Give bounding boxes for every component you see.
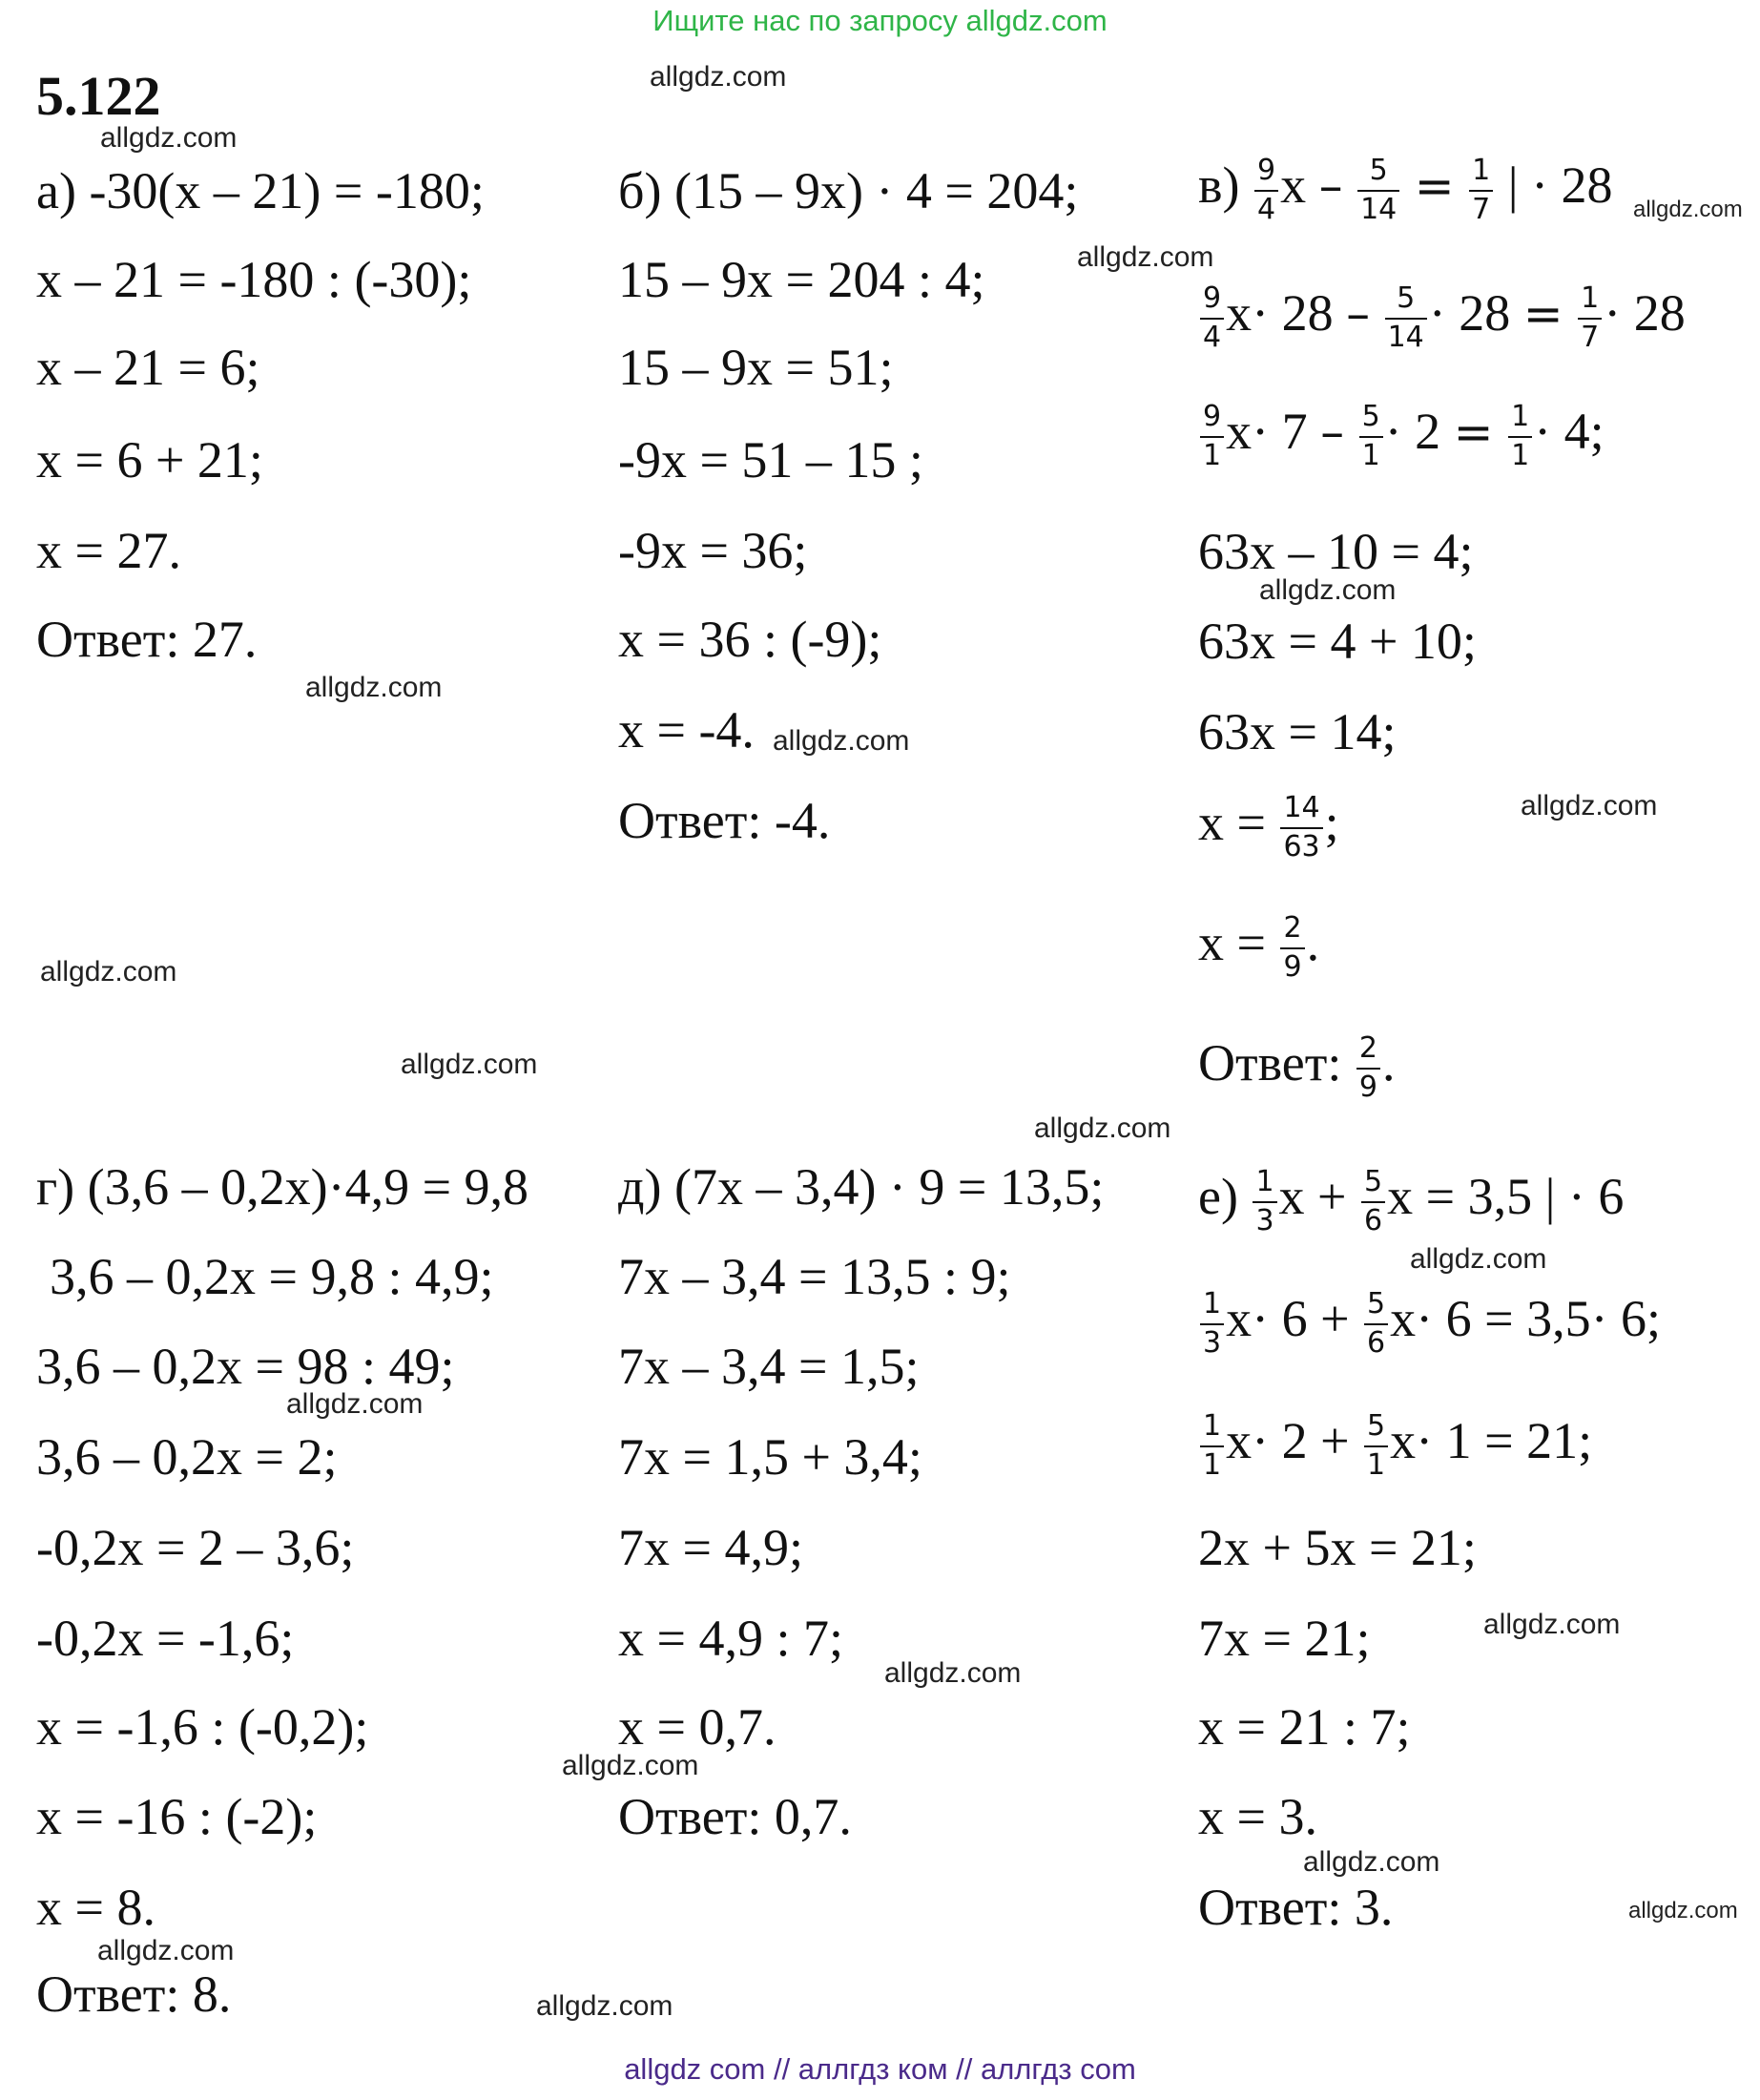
- solution-d-line-1: д) (7x – 3,4) · 9 = 13,5;: [618, 1158, 1105, 1216]
- watermark: allgdz.com: [286, 1388, 424, 1420]
- solution-g-line-1: г) (3,6 – 0,2x)·4,9 = 9,8: [36, 1158, 529, 1216]
- solution-b-line-6: x = 36 : (-9);: [618, 611, 882, 668]
- fraction: $\frac{9}{4}$: [1254, 155, 1278, 226]
- solution-v-line-1: в) $\frac{9}{4}$ x – $\frac{5}{14}$ = $\frac{1}{7}$ | · 28: [1198, 154, 1613, 226]
- solution-a-line-1: а) -30(x – 21) = -180;: [36, 162, 485, 219]
- watermark: allgdz.com: [884, 1657, 1022, 1689]
- watermark: allgdz.com: [1303, 1846, 1440, 1878]
- fraction: $\frac{2}{9}$: [1280, 912, 1304, 984]
- solution-v-answer: Ответ: $\frac{2}{9}$ .: [1198, 1031, 1396, 1104]
- solution-a-answer: Ответ: 27.: [36, 611, 258, 668]
- solution-e-line-5: 7x = 21;: [1198, 1610, 1371, 1667]
- solution-b-line-4: -9x = 51 – 15 ;: [618, 431, 923, 489]
- fraction: $\frac{9}{4}$: [1200, 282, 1224, 354]
- solution-e-line-3: $\frac{1}{1}$ x· 2 + $\frac{5}{1}$ x· 1 = 21;: [1198, 1410, 1592, 1482]
- solution-g-line-8: x = -16 : (-2);: [36, 1788, 318, 1845]
- solution-v-line-4: 63x – 10 = 4;: [1198, 523, 1474, 580]
- solution-v-line-5: 63x = 4 + 10;: [1198, 613, 1477, 670]
- fraction: $\frac{5}{1}$: [1359, 401, 1383, 472]
- solution-a-line-3: x – 21 = 6;: [36, 339, 260, 396]
- fraction: $\frac{5}{6}$: [1364, 1288, 1388, 1360]
- solution-e-line-6: x = 21 : 7;: [1198, 1698, 1411, 1756]
- solution-b-answer: Ответ: -4.: [618, 792, 831, 849]
- solution-g-line-6: -0,2x = -1,6;: [36, 1610, 295, 1667]
- fraction: $\frac{1}{7}$: [1578, 282, 1602, 354]
- fraction: $\frac{1}{3}$: [1253, 1166, 1276, 1237]
- watermark: allgdz.com: [40, 956, 177, 988]
- solution-g-line-9: x = 8.: [36, 1879, 155, 1936]
- solution-a-line-4: x = 6 + 21;: [36, 431, 263, 489]
- watermark: allgdz.com: [1034, 1112, 1171, 1144]
- watermark: allgdz.com: [401, 1049, 538, 1080]
- solution-b-line-1: б) (15 – 9x) · 4 = 204;: [618, 162, 1079, 219]
- watermark: allgdz.com: [305, 672, 443, 703]
- search-banner[interactable]: Ищите нас по запросу allgdz.com: [652, 4, 1108, 37]
- fraction: $\frac{1}{1}$: [1508, 401, 1532, 472]
- solution-a-line-5: x = 27.: [36, 522, 181, 579]
- watermark: allgdz.com: [650, 61, 787, 93]
- solution-d-answer: Ответ: 0,7.: [618, 1788, 852, 1845]
- watermark: allgdz.com: [1633, 197, 1743, 222]
- solution-v-line-2: $\frac{9}{4}$ x· 28 – $\frac{5}{14}$ · 28 = $\frac{1}{7}$ · 28: [1198, 282, 1686, 354]
- solution-e-line-4: 2x + 5x = 21;: [1198, 1519, 1477, 1576]
- solution-d-line-2: 7x – 3,4 = 13,5 : 9;: [618, 1248, 1011, 1305]
- watermark: allgdz.com: [536, 1990, 673, 2022]
- solution-g-answer: Ответ: 8.: [36, 1965, 232, 2023]
- fraction: $\frac{5}{1}$: [1364, 1410, 1388, 1482]
- watermark: allgdz.com: [97, 1935, 235, 1966]
- solution-v-line-7: x = $\frac{14}{63}$ ;: [1198, 791, 1339, 863]
- watermark: allgdz.com: [100, 122, 238, 154]
- watermark: allgdz.com: [1077, 241, 1214, 273]
- solution-b-line-5: -9x = 36;: [618, 522, 808, 579]
- solution-d-line-5: 7x = 4,9;: [618, 1519, 803, 1576]
- watermark: allgdz.com: [1521, 790, 1658, 821]
- watermark: allgdz.com: [562, 1750, 699, 1781]
- watermark: allgdz.com: [1410, 1243, 1547, 1275]
- solution-e-line-2: $\frac{1}{3}$ x· 6 + $\frac{5}{6}$ x· 6 = 3,5· 6;: [1198, 1288, 1661, 1360]
- fraction: $\frac{9}{1}$: [1200, 401, 1224, 472]
- solution-g-line-7: x = -1,6 : (-0,2);: [36, 1698, 369, 1756]
- solution-b-line-2: 15 – 9x = 204 : 4;: [618, 251, 985, 308]
- fraction: $\frac{5}{14}$: [1385, 282, 1427, 354]
- solution-e-line-1: е) $\frac{1}{3}$ x + $\frac{5}{6}$ x = 3,5 | · 6: [1198, 1165, 1625, 1237]
- solution-d-line-3: 7x – 3,4 = 1,5;: [618, 1338, 920, 1395]
- fraction: $\frac{1}{3}$: [1200, 1288, 1224, 1360]
- watermark: allgdz.com: [1259, 574, 1397, 606]
- solution-g-line-2: 3,6 – 0,2x = 9,8 : 4,9;: [50, 1248, 494, 1305]
- solution-v-label: в): [1198, 156, 1240, 214]
- solution-v-line-8: x = $\frac{2}{9}$ .: [1198, 911, 1320, 984]
- solution-v-line-3: $\frac{9}{1}$ x· 7 – $\frac{5}{1}$ · 2 = $\frac{1}{1}$ · 4;: [1198, 401, 1605, 472]
- solution-b-line-3: 15 – 9x = 51;: [618, 339, 894, 396]
- solution-e-answer: Ответ: 3.: [1198, 1879, 1394, 1936]
- watermark: allgdz.com: [773, 725, 910, 757]
- watermark: allgdz.com: [1483, 1609, 1621, 1640]
- fraction: $\frac{5}{6}$: [1361, 1166, 1385, 1237]
- solution-g-line-4: 3,6 – 0,2x = 2;: [36, 1428, 338, 1486]
- fraction: $\frac{2}{9}$: [1356, 1032, 1380, 1104]
- solution-a-line-2: x – 21 = -180 : (-30);: [36, 251, 472, 308]
- solution-d-line-6: x = 4,9 : 7;: [618, 1610, 843, 1667]
- watermark: allgdz.com: [1628, 1898, 1738, 1923]
- fraction: $\frac{14}{63}$: [1280, 792, 1322, 863]
- solution-e-line-7: x = 3.: [1198, 1788, 1317, 1845]
- fraction: $\frac{5}{14}$: [1357, 155, 1399, 226]
- problem-number: 5.122: [36, 65, 161, 127]
- fraction: $\frac{1}{7}$: [1469, 155, 1493, 226]
- solution-v-line-6: 63x = 14;: [1198, 703, 1397, 760]
- solution-g-line-5: -0,2x = 2 – 3,6;: [36, 1519, 355, 1576]
- solution-e-label: е): [1198, 1167, 1238, 1225]
- solution-d-line-7: x = 0,7.: [618, 1698, 776, 1756]
- solution-g-line-3: 3,6 – 0,2x = 98 : 49;: [36, 1338, 455, 1395]
- solution-d-line-4: 7x = 1,5 + 3,4;: [618, 1428, 922, 1486]
- fraction: $\frac{1}{1}$: [1200, 1410, 1224, 1482]
- footer-links[interactable]: allgdz com // аллгдз ком // аллгдз com: [624, 2052, 1136, 2086]
- solution-b-line-7: x = -4.: [618, 701, 755, 759]
